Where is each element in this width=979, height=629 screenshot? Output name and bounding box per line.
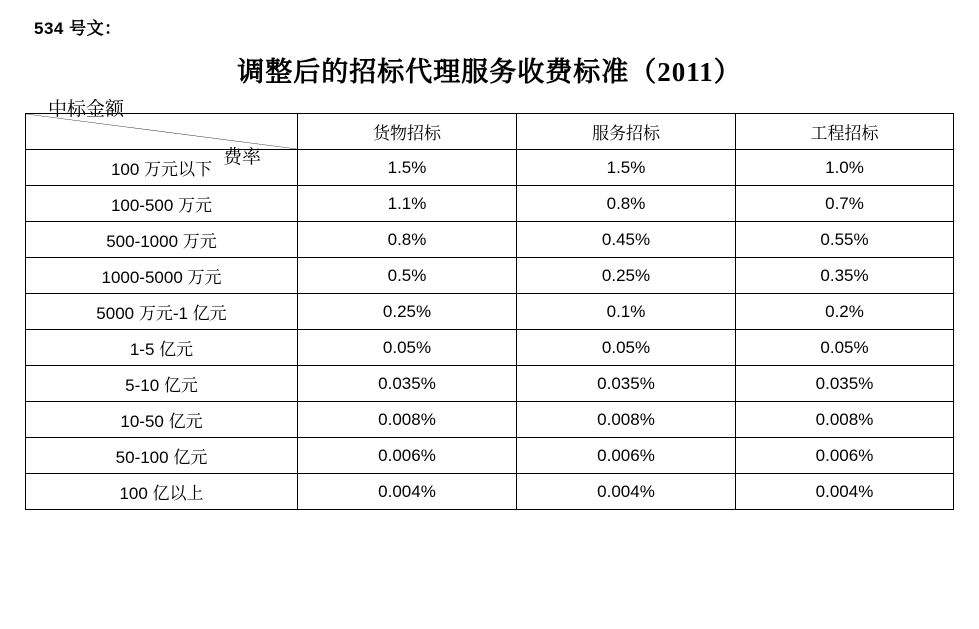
table-corner-cell [26,99,298,168]
cell-value: 0.55% [736,222,954,258]
cell-value: 0.008% [517,402,736,438]
table-row [26,366,954,402]
cell-value: 0.035% [298,366,517,402]
row-label: 100 万元以下 [26,150,298,186]
cell-value: 0.8% [517,186,736,222]
cell-value: 0.006% [298,438,517,474]
cell-value: 0.004% [517,474,736,510]
row-label: 5-10 亿元 [26,366,298,402]
cell-value: 0.35% [736,258,954,294]
cell-value: 0.7% [736,186,954,222]
row-label: 50-100 亿元 [26,438,298,474]
table-row [26,294,954,330]
cell-value: 0.25% [298,294,517,330]
table-header-row [26,114,954,150]
table-row [26,186,954,222]
cell-value: 0.008% [736,402,954,438]
fee-standard-table [25,99,954,510]
column-header-goods: 货物招标 [298,114,517,150]
row-label: 500-1000 万元 [26,222,298,258]
cell-value: 1.5% [517,150,736,186]
cell-value: 1.5% [298,150,517,186]
row-label: 5000 万元-1 亿元 [26,294,298,330]
cell-value: 1.1% [298,186,517,222]
row-label: 100-500 万元 [26,186,298,222]
cell-value: 0.008% [298,402,517,438]
cell-value: 0.2% [736,294,954,330]
cell-value: 0.05% [736,330,954,366]
table-row [26,150,954,186]
cell-value: 0.45% [517,222,736,258]
cell-value: 0.004% [298,474,517,510]
column-header-project: 工程招标 [736,114,954,150]
row-label: 1-5 亿元 [26,330,298,366]
cell-value: 0.004% [736,474,954,510]
table-row [26,258,954,294]
cell-value: 0.006% [517,438,736,474]
table-row [26,402,954,438]
document-number: 534 号文： [34,19,122,38]
cell-value: 0.5% [298,258,517,294]
cell-value: 0.035% [736,366,954,402]
table-row [26,474,954,510]
cell-value: 0.25% [517,258,736,294]
row-label: 1000-5000 万元 [26,258,298,294]
table-row [26,330,954,366]
table-row [26,222,954,258]
row-label: 100 亿以上 [26,474,298,510]
cell-value: 0.05% [517,330,736,366]
cell-value: 0.05% [298,330,517,366]
column-header-service: 服务招标 [517,114,736,150]
corner-amount-label: 中标金额 [48,99,125,120]
cell-value: 0.006% [736,438,954,474]
cell-value: 1.0% [736,150,954,186]
page-title: 调整后的招标代理服务收费标准（2011） [237,57,742,87]
corner-rate-label: 费率 [222,147,261,168]
cell-value: 0.8% [298,222,517,258]
cell-value: 0.035% [517,366,736,402]
cell-value: 0.1% [517,294,736,330]
row-label: 10-50 亿元 [26,402,298,438]
table-row [26,438,954,474]
